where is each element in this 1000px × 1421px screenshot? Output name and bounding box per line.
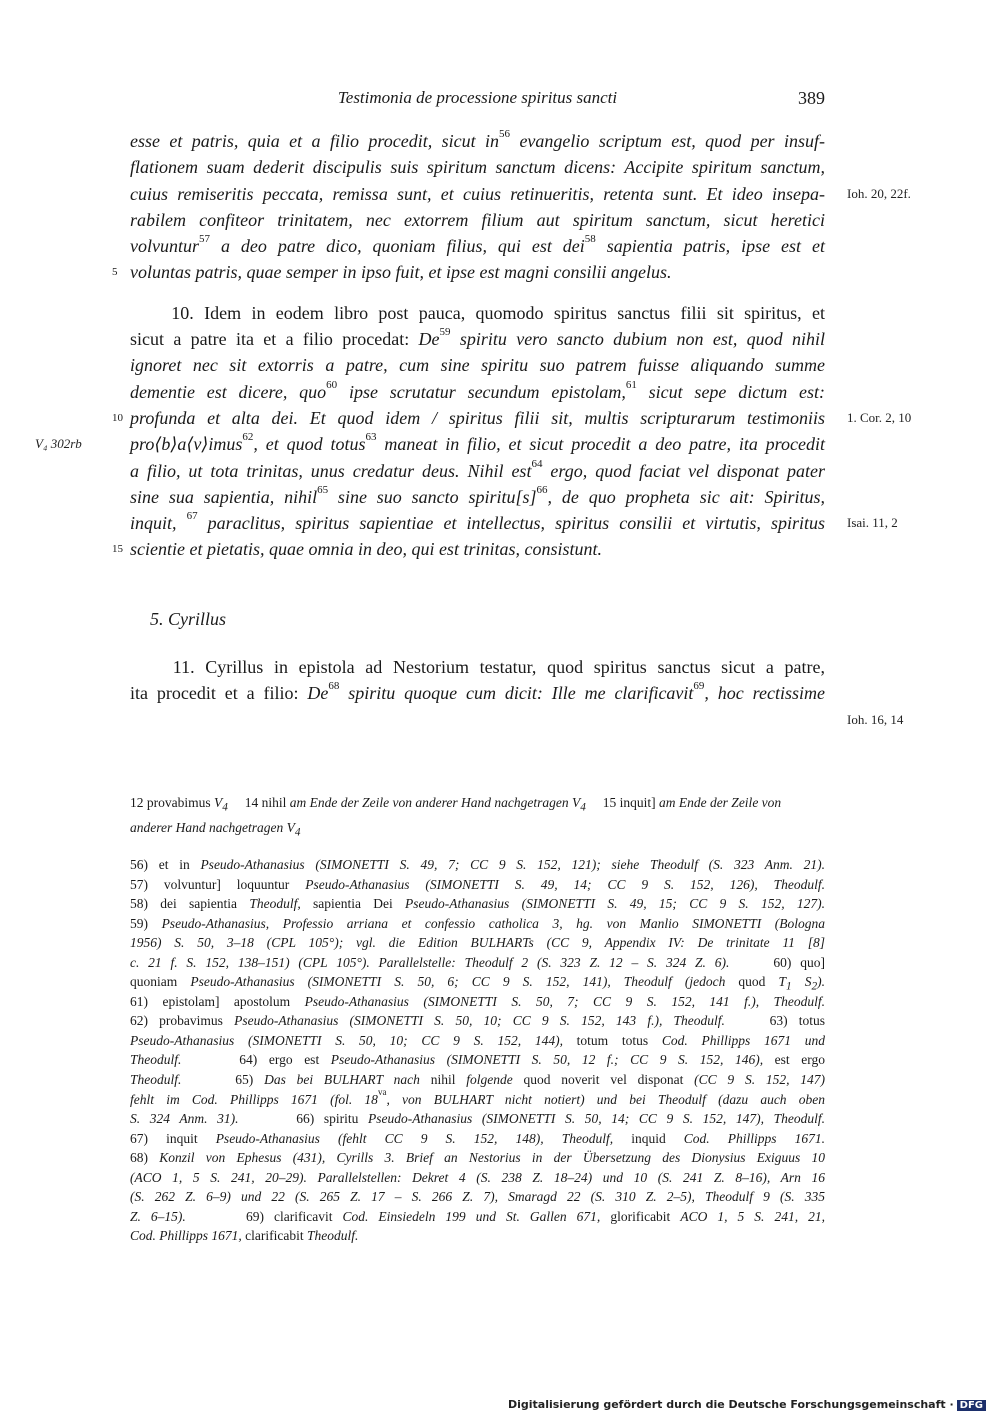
footnote-line: Theodulf. 64) ergo est Pseudo-Athanasius (SIMONETTI S. 50, 12 f.; CC 9 S. 152, 146), est ergo	[130, 1052, 825, 1068]
text-line: ita procedit et a filio: De$^{68}$ spiritu quoque cum dicit: Ille me clarificavit$^{69}$, hoc rectissime Ioh. 16, 14	[130, 680, 825, 706]
footnote-line: 61) epistolam] apostolum Pseudo-Athanasius (SIMONETTI S. 50, 7; CC 9 S. 152, 141 f.), Theodulf.	[130, 993, 825, 1009]
footnote-line: quoniam Pseudo-Athanasius (SIMONETTI S. 50, 6; CC 9 S. 152, 141), Theodulf (jedoch quod $T_1$ $S_2$).	[130, 974, 825, 993]
footnote-line: 62) probavimus Pseudo-Athanasius (SIMONETTI S. 50, 10; CC 9 S. 152, 143 f.), Theodulf. 63) totus	[130, 1013, 825, 1029]
footnote-line: 59) Pseudo-Athanasius, Professio arriana et confessio catholica 3, hg. von Manlio SIMONETTI (Bologna	[130, 915, 825, 931]
line-number: 5	[112, 266, 118, 279]
text-line: sine sua sapientia, nihil$^{65}$ sine suo sancto $spiritu[s]^{66}$, de quo propheta sic ait: Spiritus, Isai. 11, 2	[130, 484, 825, 510]
footnotes	[130, 855, 825, 1246]
line-number: 15	[112, 543, 123, 556]
text-line: flationem suam dederit discipulis suis spiritum sanctum dicens: Accipite spiritum sanctum, Ioh. 20, 22f.	[130, 154, 825, 180]
main-text-block-1	[35, 128, 912, 563]
text-line: sicut a patre ita et a filio procedat: De$^{59}$ spiritu vero sancto dubium non est, quod nihil	[130, 326, 825, 350]
text-line: inquit, $^{67}$ paraclitus, spiritus sapientiae et intellectus, spiritus consilii et virtutis, spiritus 15	[130, 510, 825, 536]
footnote-line: 68) Konzil von Ephesus (431), Cyrills 3. Brief an Nestorius in der Übersetzung des Dionysius Exiguus 10	[130, 1150, 825, 1166]
page-number: 389	[798, 88, 825, 108]
text-line: 11. Cyrillus in epistola ad Nestorium testatur, quod spiritus sanctus sicut a patre,	[130, 657, 825, 677]
margin-reference: Isai. 11, 2	[847, 515, 898, 531]
footnote-line: c. 21 f. S. 152, 138–151) (CPL 105°). Parallelstelle: Theodulf 2 (S. 323 Z. 12 – S. 324 Z. 6). 60) quo]	[130, 954, 825, 970]
running-title: Testimonia de processione spiritus sancti	[337, 88, 618, 107]
footnote-line: S. 324 Anm. 31). 66) spiritu Pseudo-Athanasius (SIMONETTI S. 50, 14; CC 9 S. 152, 147), Theodulf.	[130, 1111, 825, 1127]
footnote-line: fehlt im Cod. Phillipps 1671 (fol. $18^{va}$, von BULHART nicht notiert) und bei Theodulf (dazu auch oben	[130, 1087, 826, 1107]
footnote-line: 56) et in Pseudo-Athanasius (SIMONETTI S. 49, 7; CC 9 S. 152, 121); siehe Theodulf (S. 323 Anm. 21).	[130, 857, 825, 872]
text-line: esse et patris, quia et a filio procedit, sicut $in^{56}$ evangelio scriptum est, quod per insuf-	[130, 128, 825, 151]
footnote-line: 1956) S. 50, 3–18 (CPL 105°); vgl. die Edition BULHARTs (CC 9, Appendix IV: De trinitate 11 [8]	[130, 935, 825, 951]
footnote-line: Pseudo-Athanasius (SIMONETTI S. 50, 10; CC 9 S. 152, 144), totum totus Cod. Phillipps 1671 und	[130, 1032, 825, 1048]
text-line: volvuntur$^{57}$ a deo patre dico, quoniam filius, qui est dei$^{58}$ sapientia patris, ipse est et 5	[130, 233, 825, 259]
footnote-line: Z. 6–15). 69) clarificavit Cod. Einsiedeln 199 und St. Gallen 671, glorificabit ACO 1, 5 S. 241, 21,	[130, 1208, 825, 1224]
footer-text: Digitalisierung gefördert durch die Deutsche Forschungsgemeinschaft ·	[507, 1398, 954, 1411]
text-line: rabilem confiteor trinitatem, nec extorrem filium aut spiritum sanctum, sicut heretici	[130, 209, 825, 230]
margin-reference: Ioh. 20, 22f.	[847, 185, 911, 201]
footnote-line: (S. 262 Z. 6–9) und 22 (S. 265 Z. 17 – S. 266 Z. 7), Smaragd 22 (S. 310 Z. 2–5), Theodulf 9 (S. 335	[130, 1189, 825, 1205]
dfg-logo: DFG	[957, 1400, 986, 1411]
manuscript-folio-ref: V₄ 302rb	[35, 436, 82, 452]
text-line: scientie et pietatis, quae omnia in deo, qui est trinitas, consistunt.	[130, 539, 602, 560]
footnote-line: 58) dei sapientia Theodulf, sapientia Dei Pseudo-Athanasius (SIMONETTI S. 49, 15; CC 9 S. 152, 127).	[130, 896, 825, 912]
footnote-line: (ACO 1, 5 S. 241, 20–29). Parallelstellen: Dekret 4 (S. 238 Z. 18–24) und 10 (S. 241 Z. 8–16), Arn 16	[130, 1169, 825, 1185]
text-line: 10. Idem in eodem libro post pauca, quomodo spiritus sanctus filii sit spiritus, et	[130, 302, 825, 323]
critical-apparatus: 12 provabimus $V_4$ 14 nihil am Ende der Zeile von anderer Hand nachgetragen $V_4$ 15 inquit] am Ende der Zeile von anderer Hand nachgetragen $V_4$	[130, 795, 782, 839]
line-number: 10	[112, 411, 123, 424]
footer-credit	[508, 1398, 986, 1411]
section-heading: 5. Cyrillus	[150, 609, 227, 629]
margin-reference: 1. Cor. 2, 10	[847, 409, 912, 425]
footnote-line: Cod. Phillipps 1671, clarificabit Theodulf.	[130, 1228, 359, 1244]
paragraph-gap	[130, 286, 825, 300]
text-line: profunda et alta dei. Et quod idem / spiritus filii sit, multis scripturarum testimoniis V₄ 302rb	[130, 405, 825, 431]
text-line: voluntas patris, quae semper in ipso fuit, et ipse est magni consilii angelus.	[130, 262, 672, 283]
text-line: pro⟨b⟩a⟨v⟩imus$^{62}$, et quod totus$^{63}$ maneat in filio, et sicut procedit a deo patre, ita procedit	[130, 431, 826, 455]
footnote-line: 67) inquit Pseudo-Athanasius (fehlt CC 9 S. 152, 148), Theodulf, inquid Cod. Phillipps 1671.	[130, 1130, 825, 1146]
page-header	[130, 88, 825, 112]
text-line: a filio, ut tota trinitas, unus credatur deus. Nihil est$^{64}$ ergo, quod faciat vel disponat pater	[130, 457, 825, 481]
text-line: dementie est dicere, quo$^{60}$ ipse scrutatur secundum epistolam,$^{61}$ sicut sepe dictum est: 10 1. Cor. 2, 10	[130, 379, 825, 405]
main-text-block-2	[130, 654, 904, 727]
text-line: ignoret nec sit extorris a patre, cum sine spiritu suo patrem fuisse aliquando summe	[130, 355, 825, 376]
footnote-line: 57) volvuntur] loquuntur Pseudo-Athanasius (SIMONETTI S. 49, 14; CC 9 S. 152, 126), Theodulf.	[130, 876, 825, 892]
footnote-line: Theodulf. 65) Das bei BULHART nach nihil folgende quod noverit vel disponat (CC 9 S. 152, 147)	[130, 1072, 826, 1088]
margin-reference: Ioh. 16, 14	[847, 711, 904, 727]
text-line: cuius remiseritis peccata, remissa sunt, et cuius retinueritis, retenta sunt. Et ideo insepa-	[130, 183, 825, 204]
